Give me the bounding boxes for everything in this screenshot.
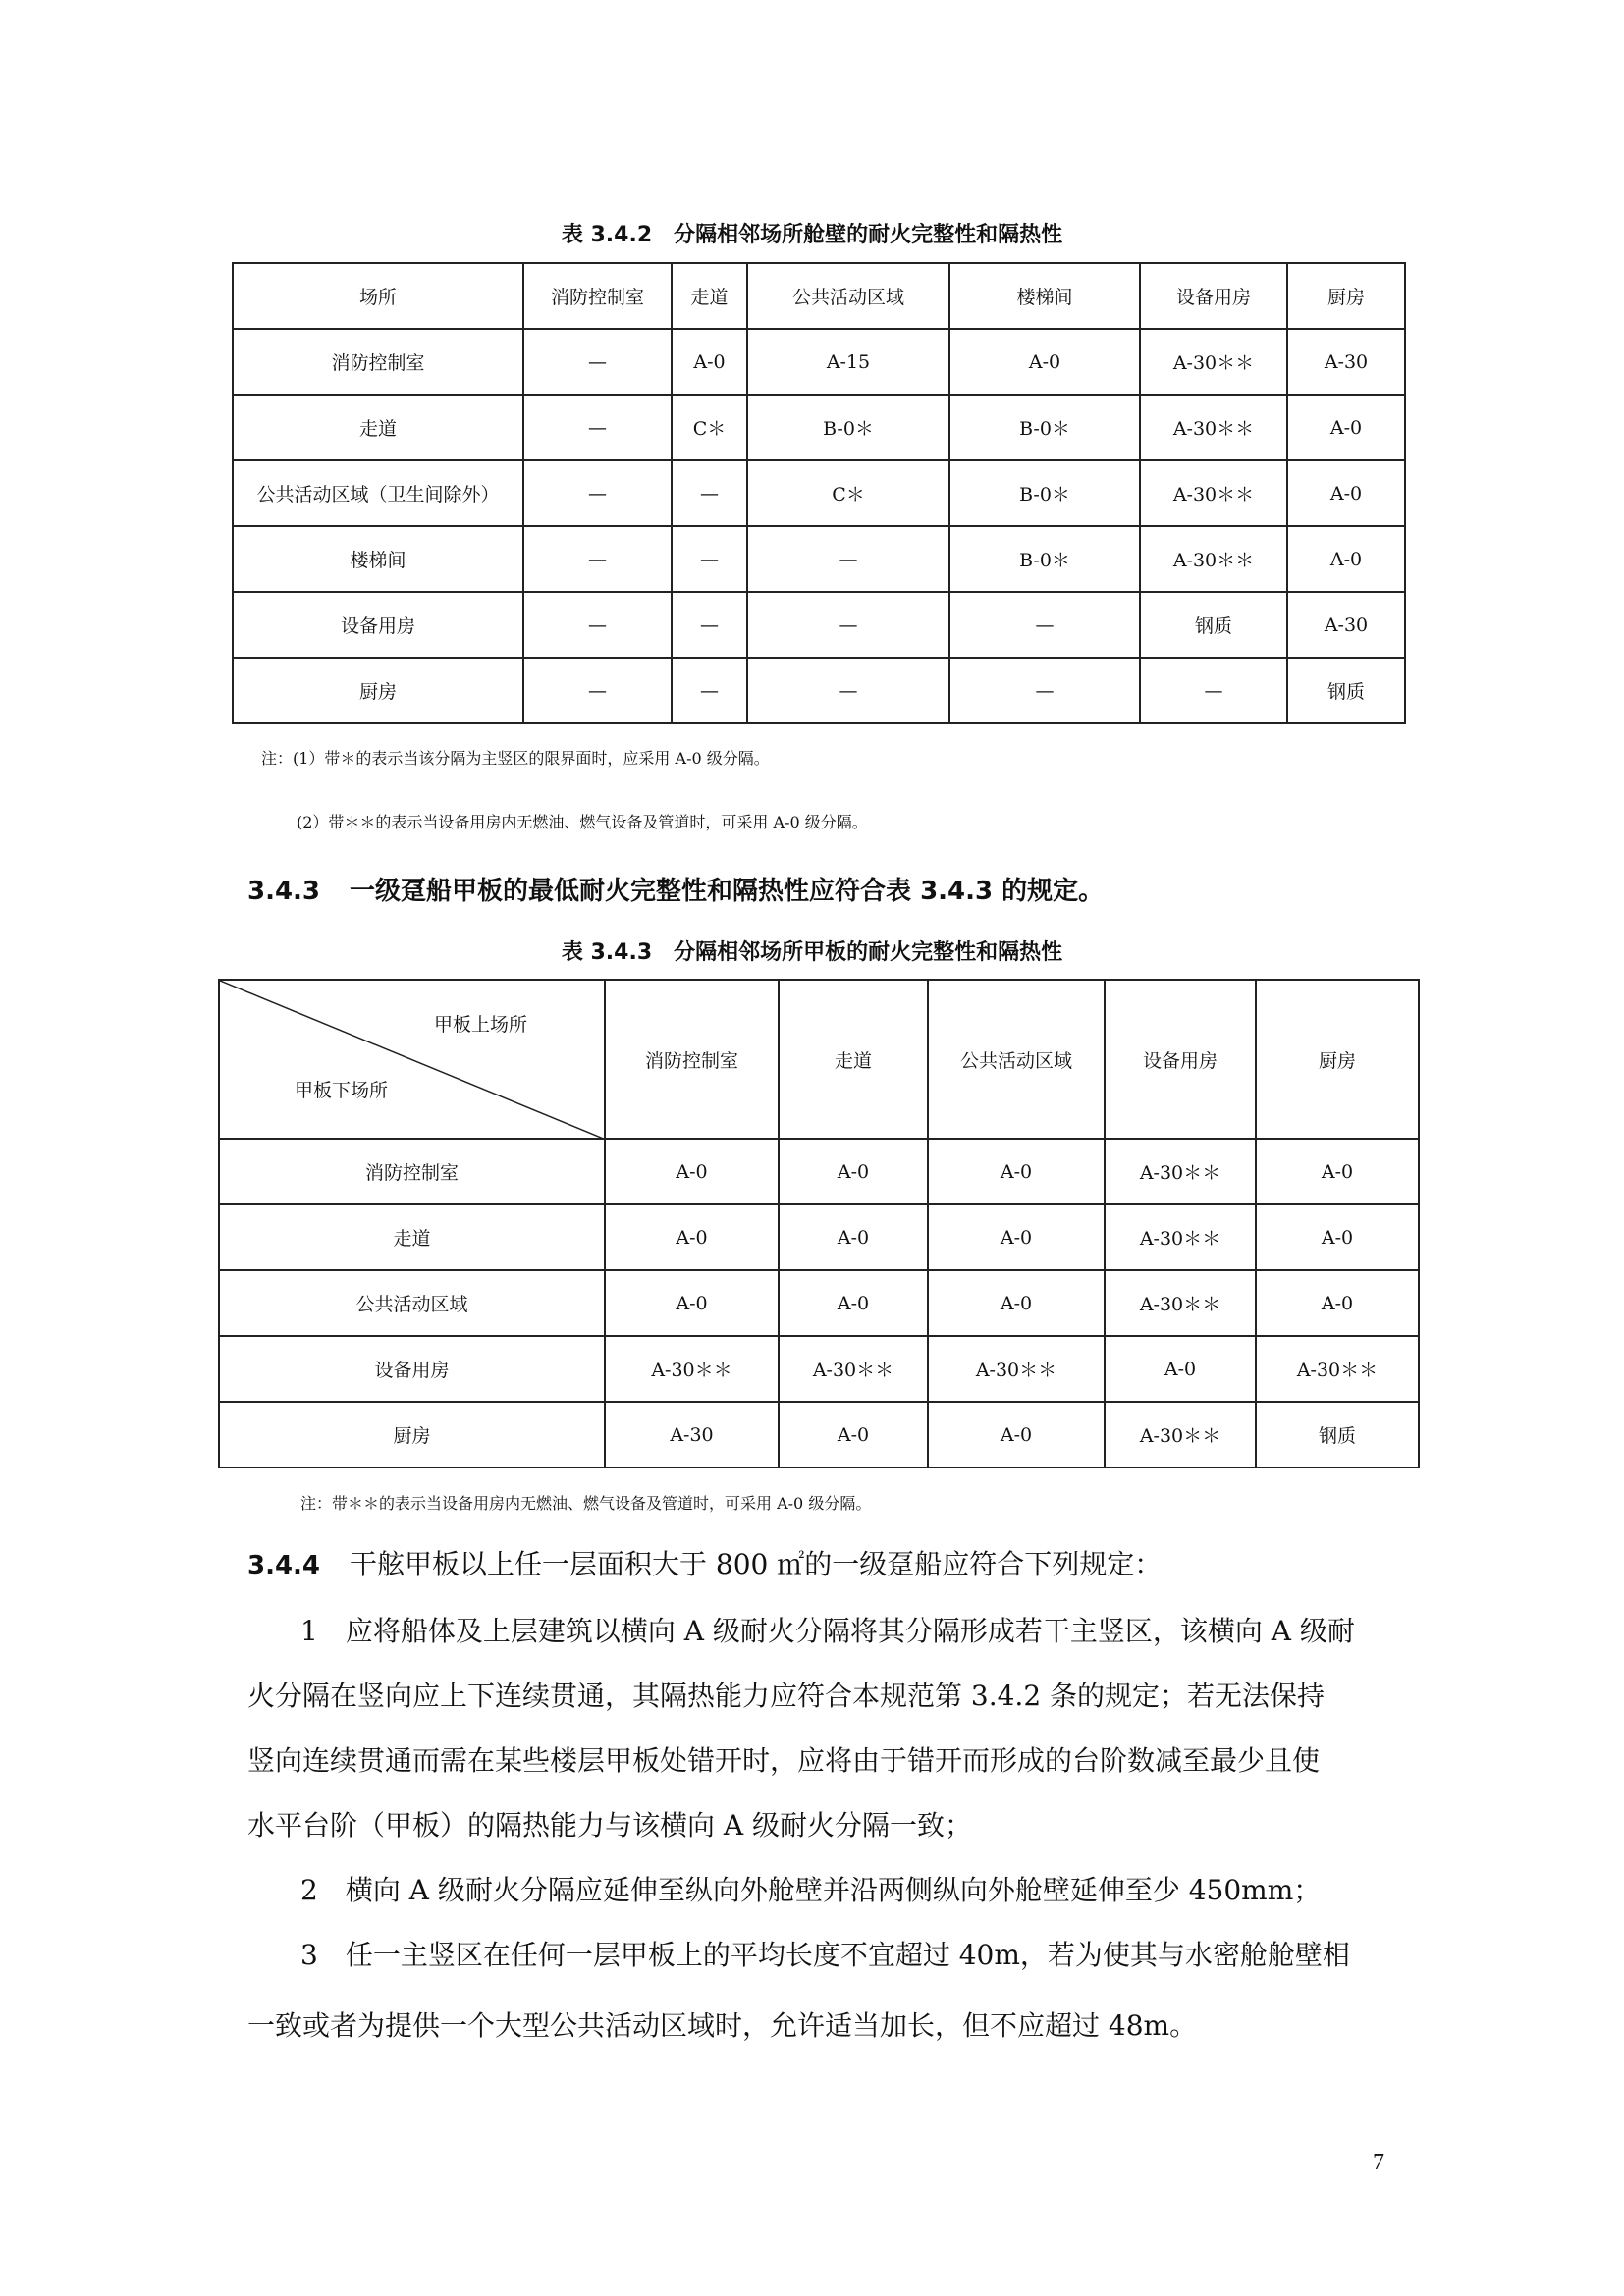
table2-corner-top: 甲板上场所 (433, 1014, 527, 1036)
table2-cell: A-0 (1105, 1336, 1256, 1402)
table1-caption: 表 3.4.2 分隔相邻场所舱壁的耐火完整性和隔热性 (561, 223, 1063, 247)
table2-cell: A-30＊＊ (779, 1336, 928, 1402)
table1-cell: A-30＊＊ (1140, 460, 1287, 526)
table2 (218, 979, 1420, 1468)
table1-cell: 公共活动区域（卫生间除外） (233, 460, 523, 526)
table1-cell: A-15 (747, 329, 949, 395)
table2-cell: A-30＊＊ (1105, 1139, 1256, 1204)
section-number: 3.4.3 (247, 877, 321, 906)
table2-cell: 消防控制室 (219, 1139, 605, 1204)
table2-header: 走道 (779, 980, 928, 1139)
table1-cell: — (672, 658, 747, 723)
table1-cell: — (949, 658, 1140, 723)
table1-cell: — (672, 526, 747, 592)
table1-cell: 钢质 (1140, 592, 1287, 658)
table1-cell: C＊ (747, 460, 949, 526)
section-343-heading (247, 871, 1104, 907)
table1-cell: B-0＊ (949, 395, 1140, 460)
table1-cell: A-30 (1287, 592, 1405, 658)
table1-cell: B-0＊ (949, 526, 1140, 592)
table1-cell: C＊ (672, 395, 747, 460)
table2-cell: A-30＊＊ (1105, 1204, 1256, 1270)
section-text: 一级趸船甲板的最低耐火完整性和隔热性应符合表 3.4.3 的规定。 (350, 877, 1105, 906)
table2-header: 公共活动区域 (928, 980, 1105, 1139)
table2-cell: 公共活动区域 (219, 1270, 605, 1336)
table2-cell: A-0 (928, 1402, 1105, 1468)
section-text: 干舷甲板以上任一层面积大于 800 ㎡的一级趸船应符合下列规定： (350, 1548, 1163, 1580)
table1-note-1: 注：(1）带＊的表示当该分隔为主竖区的限界面时，应采用 A-0 级分隔。 (261, 749, 770, 768)
table1-cell: A-0 (949, 329, 1140, 395)
table-row (219, 1336, 1419, 1402)
table2-cell: A-30＊＊ (928, 1336, 1105, 1402)
item-1-line-4: 水平台阶（甲板）的隔热能力与该横向 A 级耐火分隔一致； (247, 1809, 973, 1842)
table2-header: 消防控制室 (605, 980, 779, 1139)
page-number: 7 (1373, 2150, 1384, 2175)
table2-caption: 表 3.4.3 分隔相邻场所甲板的耐火完整性和隔热性 (561, 940, 1063, 965)
table-row (233, 592, 1405, 658)
table1-cell: — (523, 658, 672, 723)
table2-cell: A-0 (928, 1270, 1105, 1336)
table1-cell: — (747, 592, 949, 658)
table1-header: 公共活动区域 (747, 263, 949, 329)
table2-corner-cell (219, 980, 605, 1139)
table1-header: 设备用房 (1140, 263, 1287, 329)
table2-header-row (219, 980, 1419, 1139)
table1-cell: 厨房 (233, 658, 523, 723)
table2-cell: A-30＊＊ (1256, 1336, 1419, 1402)
table1-cell: B-0＊ (747, 395, 949, 460)
item-1-line-2: 火分隔在竖向应上下连续贯通，其隔热能力应符合本规范第 3.4.2 条的规定；若无法保持 (247, 1680, 1326, 1712)
table2-cell: A-0 (779, 1270, 928, 1336)
table1-cell: A-0 (1287, 395, 1405, 460)
section-number: 3.4.4 (247, 1551, 321, 1580)
table-row (233, 395, 1405, 460)
table1-note-2: (2）带＊＊的表示当设备用房内无燃油、燃气设备及管道时，可采用 A-0 级分隔。 (297, 813, 868, 831)
table-row (233, 460, 1405, 526)
table1-cell: A-30＊＊ (1140, 395, 1287, 460)
table1-header: 消防控制室 (523, 263, 672, 329)
table2-header: 设备用房 (1105, 980, 1256, 1139)
table1-cell: — (747, 526, 949, 592)
item-1-line-3: 竖向连续贯通而需在某些楼层甲板处错开时，应将由于错开而形成的台阶数减至最少且使 (247, 1744, 1321, 1777)
table1-cell: 走道 (233, 395, 523, 460)
table1-cell: A-0 (1287, 526, 1405, 592)
table2-cell: A-30＊＊ (605, 1336, 779, 1402)
table1-header: 厨房 (1287, 263, 1405, 329)
table2-cell: A-0 (605, 1270, 779, 1336)
table1-cell: — (747, 658, 949, 723)
table2-cell: A-0 (928, 1139, 1105, 1204)
table-row (219, 1139, 1419, 1204)
table1-cell: A-30 (1287, 329, 1405, 395)
table1-cell: A-30＊＊ (1140, 329, 1287, 395)
table2-corner-bottom: 甲板下场所 (295, 1080, 389, 1101)
table2-cell: A-0 (779, 1402, 928, 1468)
table2-cell: 厨房 (219, 1402, 605, 1468)
table-row (219, 1270, 1419, 1336)
section-344-heading (247, 1548, 1163, 1580)
table2-cell: A-0 (779, 1204, 928, 1270)
table1-cell: — (1140, 658, 1287, 723)
item-2: 2 横向 A 级耐火分隔应延伸至纵向外舱壁并沿两侧纵向外舱壁延伸至少 450mm； (300, 1874, 1322, 1906)
table1-cell: 楼梯间 (233, 526, 523, 592)
table1-cell: A-0 (1287, 460, 1405, 526)
table1-cell: — (523, 329, 672, 395)
item-1-line-1: 1 应将船体及上层建筑以横向 A 级耐火分隔将其分隔形成若干主竖区，该横向 A 级耐 (300, 1615, 1355, 1647)
table1-header-row (233, 263, 1405, 329)
table1-cell: — (523, 592, 672, 658)
table1-header: 楼梯间 (949, 263, 1140, 329)
table1-cell: — (523, 395, 672, 460)
table2-cell: 设备用房 (219, 1336, 605, 1402)
table2-note: 注：带＊＊的表示当设备用房内无燃油、燃气设备及管道时，可采用 A-0 级分隔。 (300, 1494, 872, 1513)
table-row (233, 526, 1405, 592)
table1-cell: — (672, 592, 747, 658)
table2-cell: A-0 (605, 1139, 779, 1204)
table1-header: 场所 (233, 263, 523, 329)
table2-cell: 走道 (219, 1204, 605, 1270)
table2-cell: A-30＊＊ (1105, 1270, 1256, 1336)
table-row (233, 329, 1405, 395)
table1-cell: — (523, 460, 672, 526)
table2-cell: A-0 (605, 1204, 779, 1270)
table1-cell: B-0＊ (949, 460, 1140, 526)
table1-cell: A-0 (672, 329, 747, 395)
table2-cell: A-30 (605, 1402, 779, 1468)
table2-cell: A-0 (928, 1204, 1105, 1270)
table1-header: 走道 (672, 263, 747, 329)
table2-cell: A-30＊＊ (1105, 1402, 1256, 1468)
table2-cell: A-0 (1256, 1270, 1419, 1336)
table1-cell: 钢质 (1287, 658, 1405, 723)
diagonal-line (220, 981, 605, 1139)
table1-cell: — (672, 460, 747, 526)
table-row (233, 658, 1405, 723)
table1-cell: — (523, 526, 672, 592)
table2-cell: A-0 (779, 1139, 928, 1204)
item-3-line-2: 一致或者为提供一个大型公共活动区域时，允许适当加长，但不应超过 48m。 (247, 2009, 1198, 2042)
table1-cell: A-30＊＊ (1140, 526, 1287, 592)
table2-cell: A-0 (1256, 1139, 1419, 1204)
table2-cell: 钢质 (1256, 1402, 1419, 1468)
table2-cell: A-0 (1256, 1204, 1419, 1270)
table-row (219, 1402, 1419, 1468)
item-3-line-1: 3 任一主竖区在任何一层甲板上的平均长度不宜超过 40m，若为使其与水密舱舱壁相 (300, 1939, 1350, 1971)
table1-cell: — (949, 592, 1140, 658)
table1-cell: 消防控制室 (233, 329, 523, 395)
table1 (232, 262, 1406, 724)
table2-header: 厨房 (1256, 980, 1419, 1139)
table-row (219, 1204, 1419, 1270)
table1-cell: 设备用房 (233, 592, 523, 658)
